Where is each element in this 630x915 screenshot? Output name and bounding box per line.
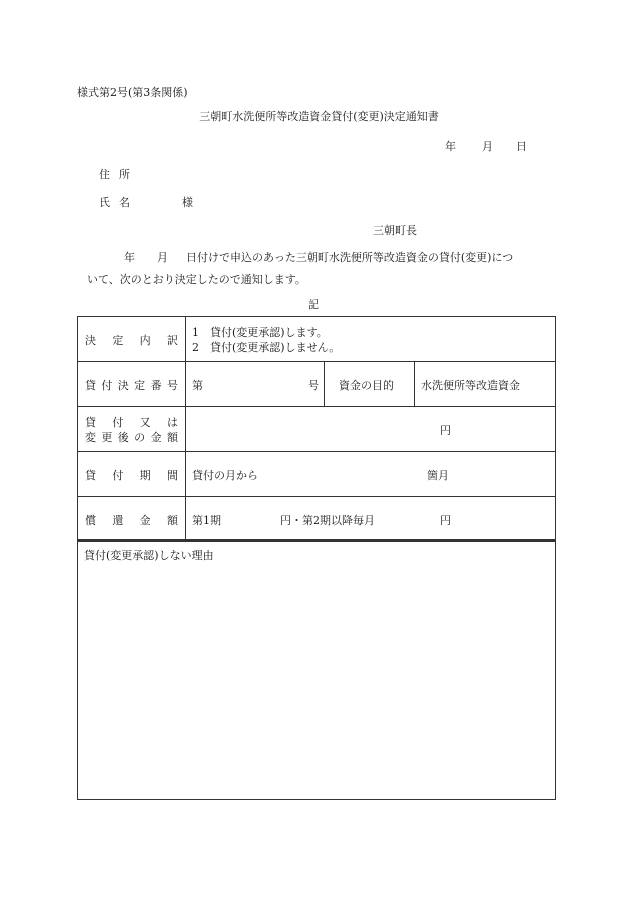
address-label: 住所 xyxy=(99,168,139,181)
decision-option-2: 2 貸付(変更承認)しません。 xyxy=(192,341,341,354)
loan-number-row xyxy=(78,362,555,407)
repayment-label-cell xyxy=(78,497,186,539)
name-label: 氏名 xyxy=(99,196,139,209)
loan-decision-table xyxy=(77,316,556,542)
repayment-row xyxy=(78,497,555,541)
period-unit: 箇月 xyxy=(427,469,449,482)
repayment-unit: 円 xyxy=(440,514,451,527)
date-month-label: 月 xyxy=(482,140,493,153)
period-label: 貸 付 期 間 xyxy=(85,469,178,482)
date-day-label: 日 xyxy=(516,140,527,153)
loan-number-label: 貸 付 決 定 番 号 xyxy=(85,379,178,392)
decision-label: 決 定 内 訳 xyxy=(85,334,178,347)
body-month: 月 xyxy=(157,251,168,264)
period-start: 貸付の月から xyxy=(192,469,258,482)
decision-label-cell xyxy=(78,317,186,361)
honorific: 様 xyxy=(182,196,193,209)
decision-option-1: 1 貸付(変更承認)します。 xyxy=(192,326,328,339)
amount-label-cell xyxy=(78,407,186,451)
document-title: 三朝町水洗便所等改造資金貸付(変更)決定通知書 xyxy=(199,110,439,123)
purpose-value: 水洗便所等改造資金 xyxy=(421,379,520,392)
divider xyxy=(324,362,325,406)
purpose-label: 資金の目的 xyxy=(339,379,394,392)
period-row xyxy=(78,452,555,497)
loan-number-suffix: 号 xyxy=(308,379,319,392)
reason-box xyxy=(77,539,556,800)
loan-number-label-cell xyxy=(78,362,186,406)
amount-row xyxy=(78,407,555,452)
body-text-line2: いて、次のとおり決定したので通知します。 xyxy=(87,273,306,286)
body-text-line1 xyxy=(124,249,513,265)
repayment-second: 円・第2期以降毎月 xyxy=(280,514,375,527)
period-label-cell xyxy=(78,452,186,496)
reason-title: 貸付(変更承認)しない理由 xyxy=(84,549,214,562)
body-year: 年 xyxy=(124,251,135,264)
form-number: 様式第2号(第3条関係) xyxy=(77,86,188,99)
amount-label-line1: 貸 付 又 は xyxy=(85,416,178,429)
issuer-name: 三朝町長 xyxy=(373,224,417,237)
decision-row xyxy=(78,317,555,362)
repayment-label: 償 還 金 額 xyxy=(85,514,178,527)
divider xyxy=(414,362,415,406)
amount-label-line2: 変 更 後 の 金 額 xyxy=(85,431,178,444)
repayment-first: 第1期 xyxy=(192,514,221,527)
loan-number-prefix: 第 xyxy=(192,379,203,392)
date-year-label: 年 xyxy=(445,140,456,153)
amount-unit: 円 xyxy=(440,424,451,437)
ki-heading: 記 xyxy=(308,298,319,311)
body-rest: 日付けで申込のあった三朝町水洗便所等改造資金の貸付(変更)につ xyxy=(186,251,514,264)
